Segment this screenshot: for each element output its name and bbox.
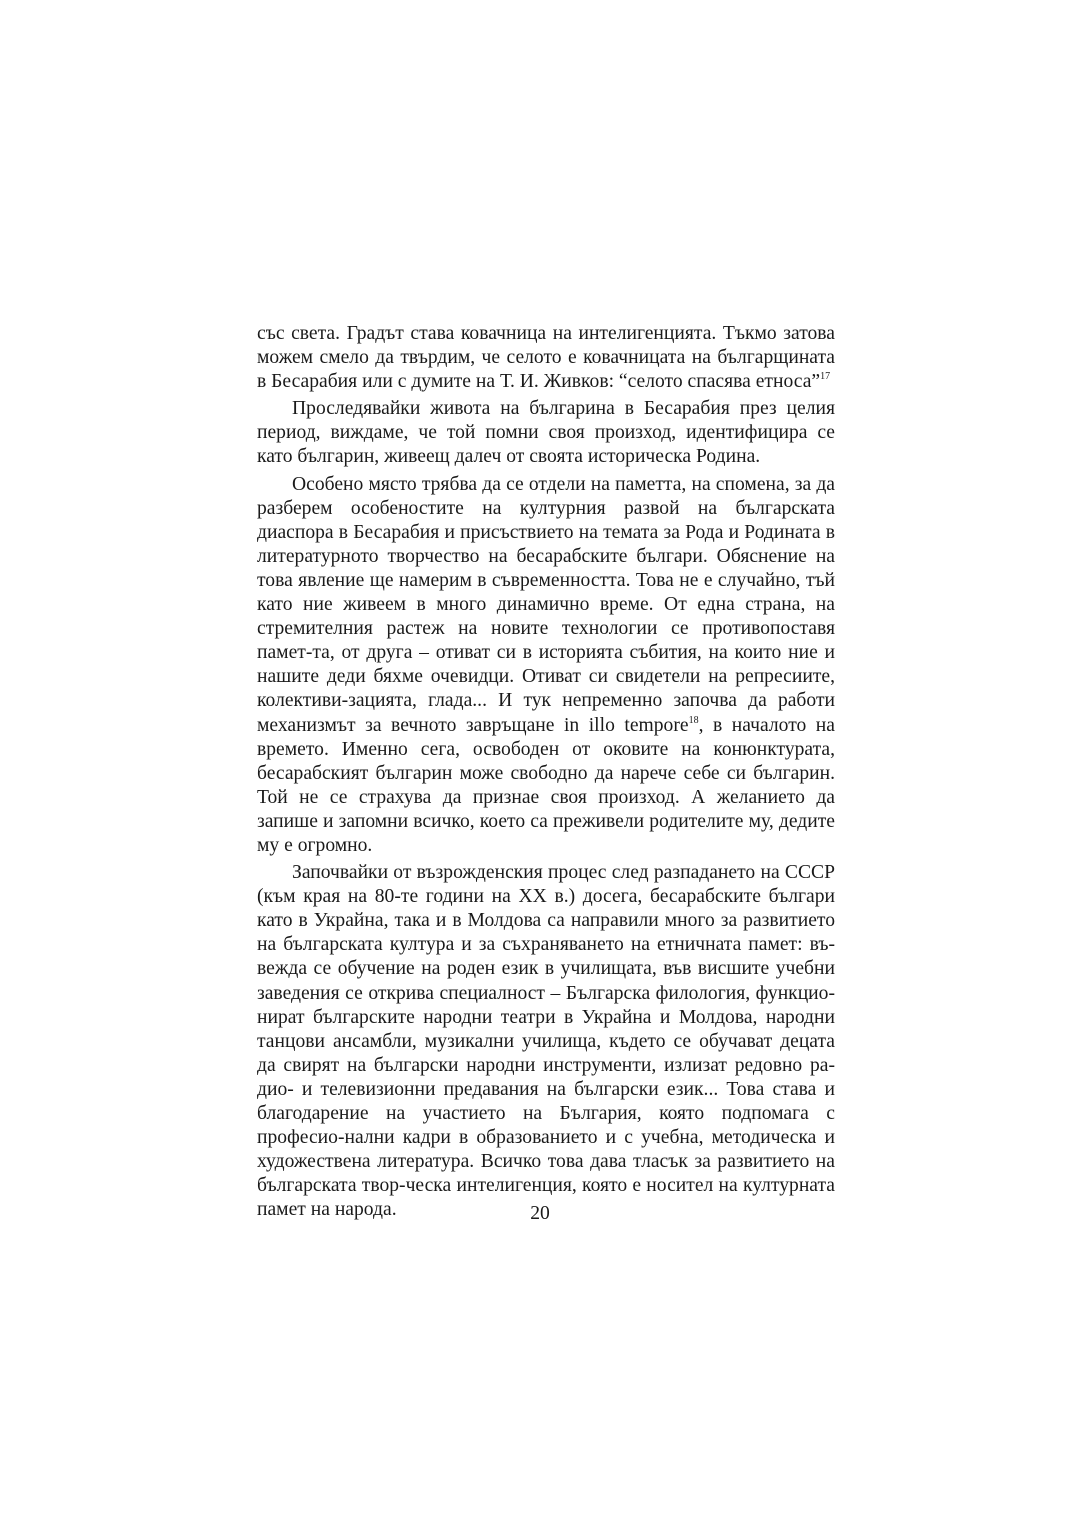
- body-text: [257, 322, 835, 1225]
- paragraph-3: [257, 473, 835, 859]
- footnote-ref-18: 18: [688, 714, 699, 726]
- paragraph-4: Започвайки от възрожденския процес след разпадането на СССР (към края на 80-те години на XX в.) досега, бесарабските българи като в Украйна, така и в Молдова са направили много за развитието на българската култура и за съхраняването на етничната памет: въ-вежда се обучение на роден език в училищата, във висшите учебни заведения се открива специалност – Българска филология, функцио-нират българските народни театри в Украйна и Молдова, народни танцови ансамбли, музикални училища, където се обучават децата да свирят на български народни инструменти, излизат редовно ра-дио- и телевизионни предавания на български език... Това става и благодарение на участието на България, която подпомага с професио-нални кадри в образованието и с учебна, методическа и художествена литература. Всичко това дава тласък за развитието на българската твор-ческа интелигенция, която е носител на културната памет на народа.: [257, 862, 835, 1221]
- paragraph-2: Проследявайки живота на българина в Бесарабия през целия период, виждаме, че той помни своя произход, идентифицира се като българин, живеещ далеч от своята историческа Родина.: [257, 398, 835, 468]
- paragraph-3-text-start: Особено място трябва да се отдели на паметта, на спомена, за да разберем особеностите на културния развой на българската диаспора в Бесарабия и присъствието на темата за Рода и Родината в литературното творчество на бесарабските българи. Обяснение на това явление ще намерим в съвременността. Това не е случайно, тъй като ние живеем в много динамично време. От една страна, на стремителния растеж на новите технологии се противопоставя памет-та, от друга – отиват си в историята събития, на които ние и нашите деди бяхме очевидци. Отиват си свидетели на репресиите, колективи-зацията, глада... И тук непременно започва да работи механизмът за вечното завръщане in illo tempore: [257, 473, 835, 736]
- paragraph-1-text: със света. Градът става ковачница на интелигенцията. Тъкмо затова можем смело да твърдим, че селото е ковачницата на българщината в Бесарабия или с думите на Т. И. Живков: “селото спасява етноса”: [257, 323, 835, 393]
- page-number: 20: [530, 1203, 550, 1224]
- paragraph-3-text-end: , в началото на времето. Именно сега, освободен от оковите на конюнктурата, бесарабският българин може свободно да нарече себе си българин. Той не се страхува да признае своя произход. А желанието да запише и запомни всичко, което са преживели родителите му, дедите му е огромно.: [257, 714, 835, 856]
- footnote-ref-17: 17: [820, 371, 831, 383]
- paragraph-1: [257, 322, 835, 394]
